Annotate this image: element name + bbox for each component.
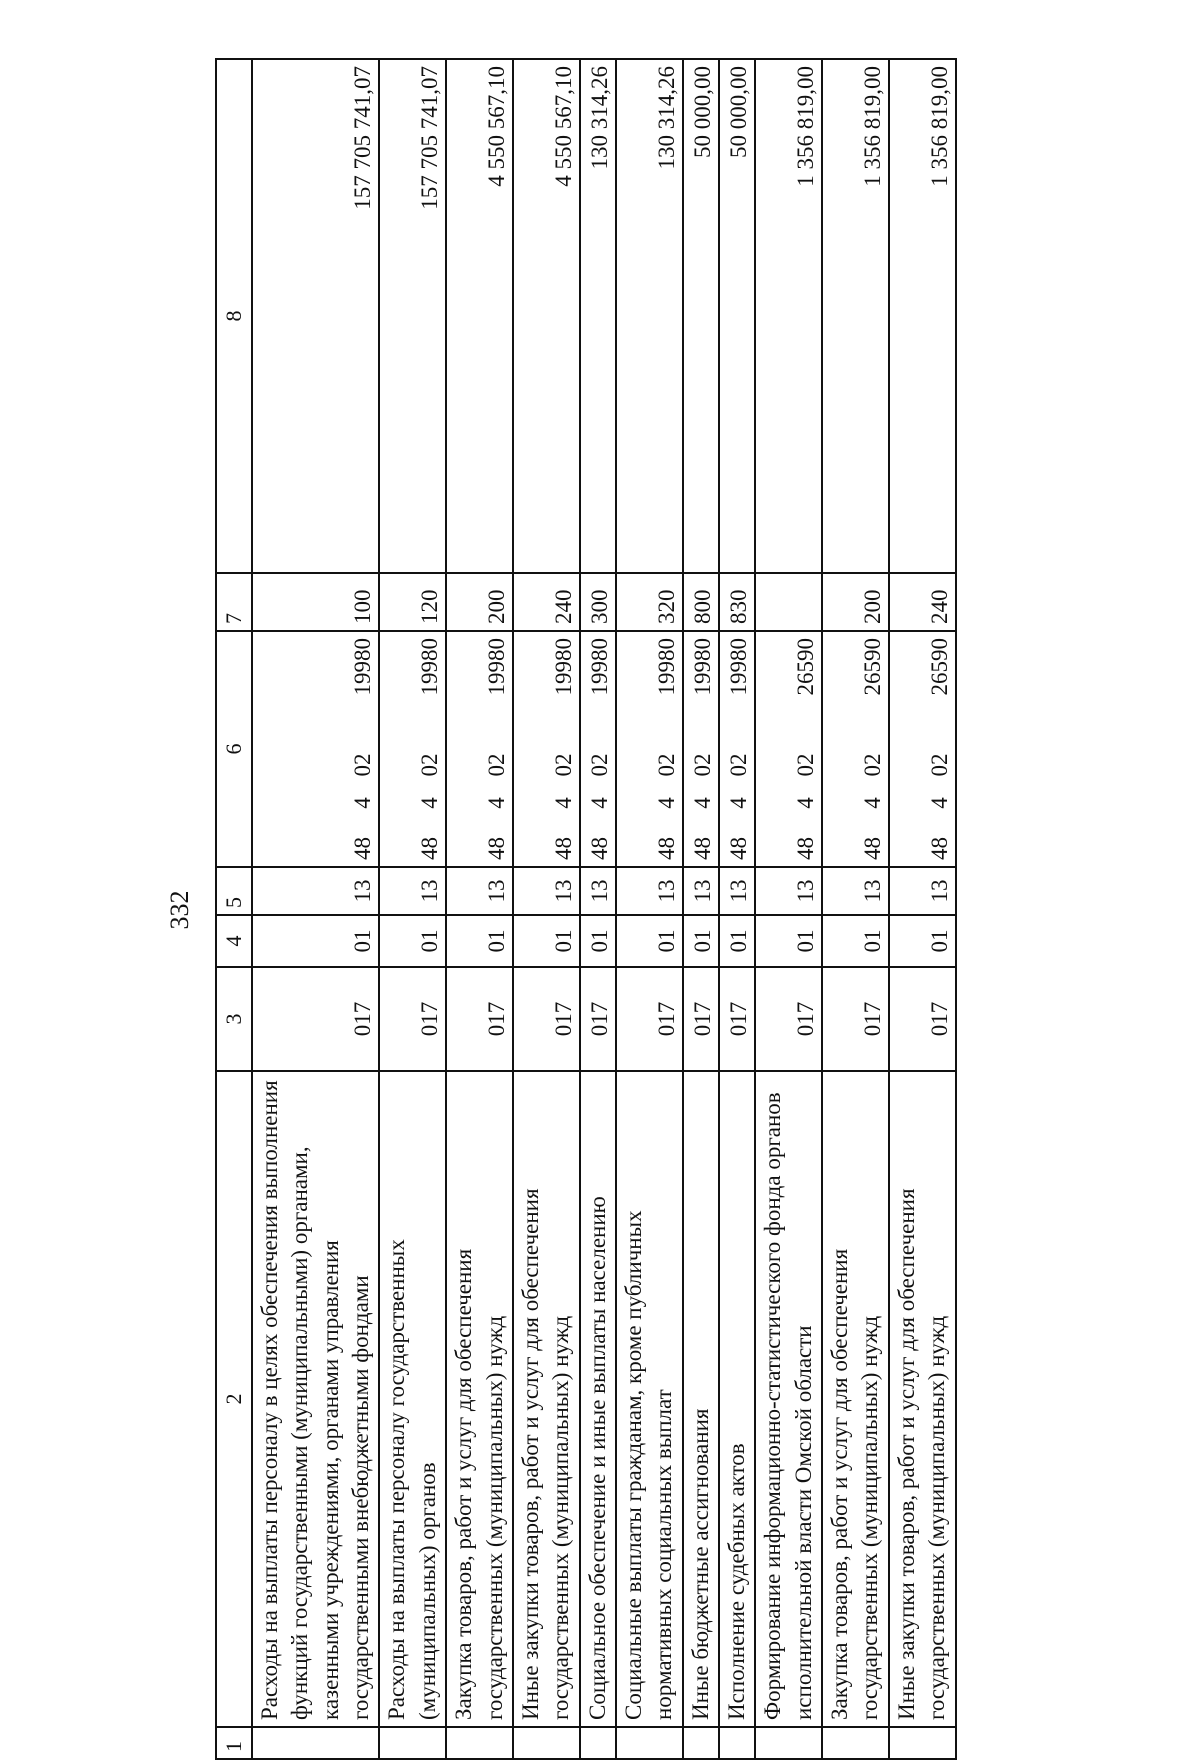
subprogram-code: 4 bbox=[550, 797, 576, 809]
section-code-cell: 01 bbox=[616, 915, 683, 967]
program-code: 48 bbox=[350, 837, 376, 860]
expense-type-cell: 800 bbox=[683, 573, 719, 631]
header-row bbox=[216, 59, 252, 1759]
program-code: 48 bbox=[483, 837, 509, 860]
measure-code: 02 bbox=[793, 753, 819, 777]
expense-name-cell: Социальное обеспечение и иные выплаты населению bbox=[580, 1071, 616, 1727]
expense-name-cell: Расходы на выплаты персоналу в целях обеспечения выполнения функций государственными (муниципальными) органами, казенными учреждениями, органами управления государственными внебюджетными фондами bbox=[252, 1071, 379, 1727]
target-article-cell bbox=[822, 631, 889, 867]
measure-code: 02 bbox=[653, 753, 679, 777]
ministry-code-cell: 017 bbox=[889, 967, 956, 1071]
measure-code: 02 bbox=[586, 753, 612, 777]
measure-code: 02 bbox=[690, 753, 716, 777]
subsection-code-cell: 13 bbox=[719, 867, 755, 915]
subprogram-code: 4 bbox=[483, 797, 509, 809]
subsection-code-cell: 13 bbox=[683, 867, 719, 915]
table-row bbox=[719, 59, 755, 1759]
amount-cell: 157 705 741,07 bbox=[379, 59, 446, 573]
expense-name-cell: Иные закупки товаров, работ и услуг для обеспечения государственных (муниципальных) нужд bbox=[513, 1071, 580, 1727]
program-code: 48 bbox=[417, 837, 443, 860]
column-header: 2 bbox=[216, 1071, 252, 1727]
expense-name-cell: Социальные выплаты гражданам, кроме публичных нормативных социальных выплат bbox=[616, 1071, 683, 1727]
subsection-code-cell: 13 bbox=[889, 867, 956, 915]
expense-type-cell: 100 bbox=[252, 573, 379, 631]
row-number-cell bbox=[822, 1727, 889, 1759]
subsection-code-cell: 13 bbox=[755, 867, 822, 915]
expense-type-cell: 200 bbox=[822, 573, 889, 631]
column-header: 7 bbox=[216, 573, 252, 631]
ministry-code-cell: 017 bbox=[755, 967, 822, 1071]
program-code: 48 bbox=[859, 837, 885, 860]
subprogram-code: 4 bbox=[726, 797, 752, 809]
measure-code: 02 bbox=[926, 753, 952, 777]
subprogram-code: 4 bbox=[859, 797, 885, 809]
amount-cell: 130 314,26 bbox=[580, 59, 616, 573]
column-header: 4 bbox=[216, 915, 252, 967]
table-row bbox=[252, 59, 379, 1759]
subprogram-code: 4 bbox=[350, 797, 376, 809]
program-code: 48 bbox=[690, 837, 716, 860]
program-code: 48 bbox=[550, 837, 576, 860]
direction-code: 19980 bbox=[550, 638, 576, 696]
measure-code: 02 bbox=[859, 753, 885, 777]
expense-name-cell: Расходы на выплаты персоналу государственных (муниципальных) органов bbox=[379, 1071, 446, 1727]
row-number-cell bbox=[580, 1727, 616, 1759]
column-header: 8 bbox=[216, 59, 252, 573]
subsection-code-cell: 13 bbox=[580, 867, 616, 915]
target-article-cell bbox=[379, 631, 446, 867]
row-number-cell bbox=[719, 1727, 755, 1759]
column-header: 1 bbox=[216, 1727, 252, 1759]
row-number-cell bbox=[755, 1727, 822, 1759]
ministry-code-cell: 017 bbox=[513, 967, 580, 1071]
direction-code: 19980 bbox=[483, 638, 509, 696]
subsection-code-cell: 13 bbox=[616, 867, 683, 915]
ministry-code-cell: 017 bbox=[379, 967, 446, 1071]
section-code-cell: 01 bbox=[513, 915, 580, 967]
expense-type-cell: 300 bbox=[580, 573, 616, 631]
measure-code: 02 bbox=[550, 753, 576, 777]
subprogram-code: 4 bbox=[926, 797, 952, 809]
table-row bbox=[683, 59, 719, 1759]
direction-code: 19980 bbox=[653, 638, 679, 696]
target-article-cell bbox=[580, 631, 616, 867]
direction-code: 19980 bbox=[586, 638, 612, 696]
section-code-cell: 01 bbox=[822, 915, 889, 967]
section-code-cell: 01 bbox=[379, 915, 446, 967]
direction-code: 26590 bbox=[926, 638, 952, 696]
subsection-code-cell: 13 bbox=[379, 867, 446, 915]
measure-code: 02 bbox=[350, 753, 376, 777]
expense-type-cell: 200 bbox=[446, 573, 513, 631]
table-row bbox=[580, 59, 616, 1759]
table-row bbox=[616, 59, 683, 1759]
target-article-cell bbox=[252, 631, 379, 867]
row-number-cell bbox=[513, 1727, 580, 1759]
program-code: 48 bbox=[726, 837, 752, 860]
subsection-code-cell: 13 bbox=[822, 867, 889, 915]
page-number: 332 bbox=[165, 890, 194, 930]
program-code: 48 bbox=[793, 837, 819, 860]
subprogram-code: 4 bbox=[586, 797, 612, 809]
table-row bbox=[513, 59, 580, 1759]
direction-code: 19980 bbox=[350, 638, 376, 696]
direction-code: 19980 bbox=[726, 638, 752, 696]
expense-type-cell bbox=[755, 573, 822, 631]
measure-code: 02 bbox=[483, 753, 509, 777]
row-number-cell bbox=[889, 1727, 956, 1759]
direction-code: 19980 bbox=[690, 638, 716, 696]
row-number-cell bbox=[446, 1727, 513, 1759]
ministry-code-cell: 017 bbox=[446, 967, 513, 1071]
column-header: 3 bbox=[216, 967, 252, 1071]
direction-code: 26590 bbox=[793, 638, 819, 696]
program-code: 48 bbox=[586, 837, 612, 860]
section-code-cell: 01 bbox=[683, 915, 719, 967]
column-header: 5 bbox=[216, 867, 252, 915]
amount-cell: 1 356 819,00 bbox=[889, 59, 956, 573]
section-code-cell: 01 bbox=[755, 915, 822, 967]
expense-type-cell: 240 bbox=[513, 573, 580, 631]
row-number-cell bbox=[379, 1727, 446, 1759]
expense-name-cell: Закупка товаров, работ и услуг для обеспечения государственных (муниципальных) нужд bbox=[822, 1071, 889, 1727]
subsection-code-cell: 13 bbox=[252, 867, 379, 915]
expense-type-cell: 830 bbox=[719, 573, 755, 631]
ministry-code-cell: 017 bbox=[683, 967, 719, 1071]
ministry-code-cell: 017 bbox=[822, 967, 889, 1071]
expense-name-cell: Формирование информационно-статистического фонда органов исполнительной власти Омской области bbox=[755, 1071, 822, 1727]
subprogram-code: 4 bbox=[690, 797, 716, 809]
section-code-cell: 01 bbox=[719, 915, 755, 967]
amount-cell: 1 356 819,00 bbox=[755, 59, 822, 573]
column-header: 6 bbox=[216, 631, 252, 867]
amount-cell: 4 550 567,10 bbox=[446, 59, 513, 573]
table-row bbox=[822, 59, 889, 1759]
section-code-cell: 01 bbox=[580, 915, 616, 967]
subsection-code-cell: 13 bbox=[513, 867, 580, 915]
amount-cell: 1 356 819,00 bbox=[822, 59, 889, 573]
amount-cell: 157 705 741,07 bbox=[252, 59, 379, 573]
direction-code: 19980 bbox=[417, 638, 443, 696]
amount-cell: 4 550 567,10 bbox=[513, 59, 580, 573]
target-article-cell bbox=[719, 631, 755, 867]
subprogram-code: 4 bbox=[417, 797, 443, 809]
measure-code: 02 bbox=[417, 753, 443, 777]
target-article-cell bbox=[513, 631, 580, 867]
section-code-cell: 01 bbox=[252, 915, 379, 967]
table-row bbox=[755, 59, 822, 1759]
expense-name-cell: Иные бюджетные ассигнования bbox=[683, 1071, 719, 1727]
expense-name-cell: Исполнение судебных актов bbox=[719, 1071, 755, 1727]
ministry-code-cell: 017 bbox=[252, 967, 379, 1071]
section-code-cell: 01 bbox=[446, 915, 513, 967]
row-number-cell bbox=[252, 1727, 379, 1759]
budget-table bbox=[215, 58, 957, 1760]
target-article-cell bbox=[446, 631, 513, 867]
direction-code: 26590 bbox=[859, 638, 885, 696]
table-row bbox=[446, 59, 513, 1759]
table-row bbox=[889, 59, 956, 1759]
ministry-code-cell: 017 bbox=[616, 967, 683, 1071]
section-code-cell: 01 bbox=[889, 915, 956, 967]
target-article-cell bbox=[616, 631, 683, 867]
expense-type-cell: 120 bbox=[379, 573, 446, 631]
amount-cell: 50 000,00 bbox=[719, 59, 755, 573]
row-number-cell bbox=[683, 1727, 719, 1759]
subsection-code-cell: 13 bbox=[446, 867, 513, 915]
expense-name-cell: Иные закупки товаров, работ и услуг для обеспечения государственных (муниципальных) нужд bbox=[889, 1071, 956, 1727]
target-article-cell bbox=[889, 631, 956, 867]
amount-cell: 50 000,00 bbox=[683, 59, 719, 573]
expense-name-cell: Закупка товаров, работ и услуг для обеспечения государственных (муниципальных) нужд bbox=[446, 1071, 513, 1727]
ministry-code-cell: 017 bbox=[580, 967, 616, 1071]
rotated-page bbox=[145, 60, 957, 1760]
table-row bbox=[379, 59, 446, 1759]
program-code: 48 bbox=[926, 837, 952, 860]
expense-type-cell: 240 bbox=[889, 573, 956, 631]
subprogram-code: 4 bbox=[793, 797, 819, 809]
subprogram-code: 4 bbox=[653, 797, 679, 809]
target-article-cell bbox=[755, 631, 822, 867]
row-number-cell bbox=[616, 1727, 683, 1759]
target-article-cell bbox=[683, 631, 719, 867]
amount-cell: 130 314,26 bbox=[616, 59, 683, 573]
ministry-code-cell: 017 bbox=[719, 967, 755, 1071]
measure-code: 02 bbox=[726, 753, 752, 777]
program-code: 48 bbox=[653, 837, 679, 860]
expense-type-cell: 320 bbox=[616, 573, 683, 631]
